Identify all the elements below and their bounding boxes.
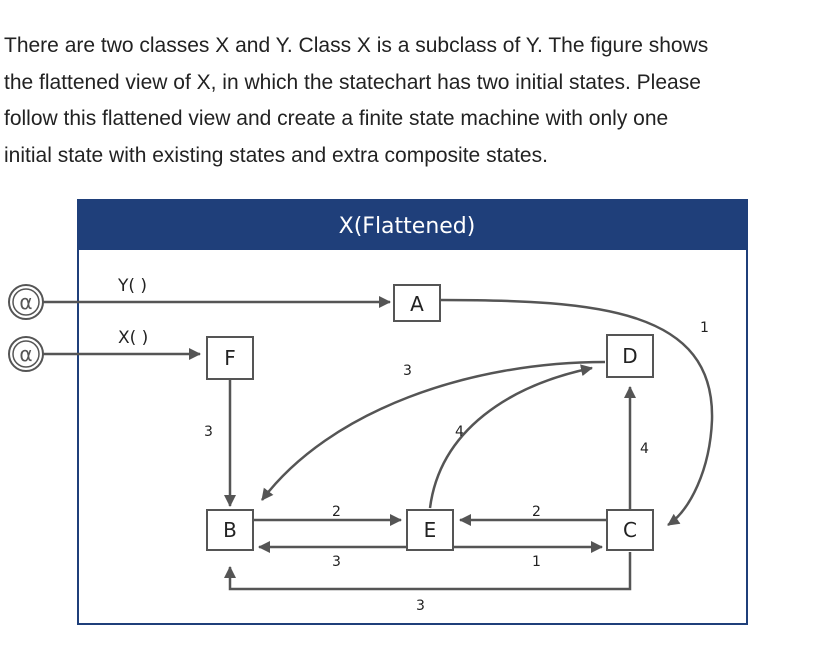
state-label: B (223, 518, 237, 542)
state-label: A (410, 292, 424, 316)
entry-point-x (9, 337, 43, 371)
state-f (207, 337, 253, 379)
transition-label: 2 (332, 504, 341, 520)
state-b (207, 510, 253, 550)
state-label: F (224, 346, 236, 370)
state-label: E (423, 518, 437, 542)
diagram-title: X(Flattened) (338, 214, 476, 239)
transition-label: 4 (640, 441, 649, 457)
transition-label: 3 (403, 363, 412, 379)
transition-label: 3 (332, 554, 341, 570)
state-e (407, 510, 453, 550)
state-c (607, 510, 653, 550)
entry-label-x: X( ) (118, 328, 149, 348)
state-d (607, 335, 653, 377)
transition-label: 1 (700, 320, 709, 336)
alpha-symbol: α (19, 290, 33, 314)
state-label: C (623, 518, 637, 542)
question-line: There are two classes X and Y. Class X is a subclass of Y. The figure shows (4, 34, 709, 57)
state-a (394, 285, 440, 321)
question-line: follow this flattened view and create a finite state machine with only one (4, 107, 669, 130)
question-line: initial state with existing states and extra composite states. (4, 143, 548, 167)
transition-label: 3 (204, 424, 213, 440)
transition-label: 1 (532, 554, 541, 570)
alpha-symbol: α (19, 342, 33, 366)
transition-label: 3 (416, 598, 425, 614)
entry-label-y: Y( ) (118, 276, 148, 296)
question-line: the flattened view of X, in which the statechart has two initial states. Please (4, 70, 701, 94)
transition-label: 2 (532, 504, 541, 520)
entry-point-y (9, 285, 43, 319)
transition-label: 4 (455, 424, 464, 440)
diagram-frame (78, 200, 747, 624)
state-label: D (622, 344, 638, 368)
